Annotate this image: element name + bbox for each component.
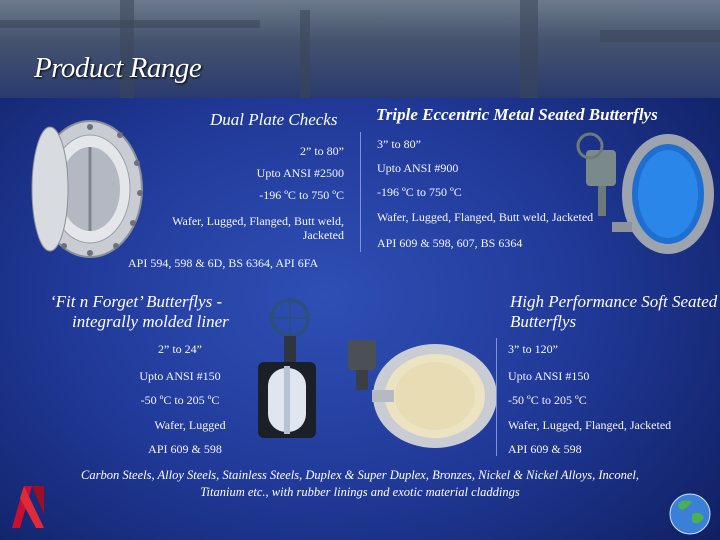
fit-standards: API 609 & 598 [148,442,222,456]
hp-temp: -50 ºC to 205 ºC [508,393,587,407]
triple-eccentric-heading: Triple Eccentric Metal Seated Butterflys [376,105,658,124]
triple-size: 3” to 80” [377,137,421,151]
page-title: Product Range [34,52,202,84]
hp-ends: Wafer, Lugged, Flanged, Jacketed [508,418,672,432]
column-divider [360,132,361,252]
banner-pipe [0,20,260,28]
dual-plate-check-valve-image [20,118,145,260]
banner-pipe [520,0,538,98]
materials-footer [40,467,680,501]
fit-size: 2” to 24” [158,342,202,356]
soft-seated-butterfly-valve-image [330,332,500,452]
triple-rating: Upto ANSI #900 [377,161,459,175]
high-performance-heading: High Performance Soft Seated [510,292,718,311]
triple-ends: Wafer, Lugged, Flanged, Butt weld, Jacketed [377,210,594,224]
triple-temp: -196 ºC to 750 ºC [377,185,462,199]
globe-icon [668,492,712,536]
column-divider [496,338,497,456]
dual-plate-ends-2: Jacketed [302,228,344,242]
dual-plate-temp: -196 ºC to 750 ºC [259,188,344,202]
banner-pipe [300,10,310,98]
dual-plate-size: 2” to 80” [300,144,344,158]
high-performance-heading-2: Butterflys [510,312,577,331]
dual-plate-rating: Upto ANSI #2500 [256,166,344,180]
triple-standards: API 609 & 598, 607, BS 6364 [377,236,523,250]
dual-plate-ends: Wafer, Lugged, Flanged, Butt weld, [172,214,344,228]
hp-size: 3” to 120” [508,342,558,356]
materials-line-2: Titanium etc., with rubber linings and exotic material claddings [200,485,520,499]
dual-plate-standards: API 594, 598 & 6D, BS 6364, API 6FA [128,256,319,270]
fit-n-forget-heading: ‘Fit n Forget’ Butterflys - [50,292,223,311]
hp-standards: API 609 & 598 [508,442,582,456]
banner-pipe [600,30,720,42]
dual-plate-heading: Dual Plate Checks [210,110,338,129]
fit-temp: -50 ºC to 205 ºC [140,393,220,407]
triple-eccentric-butterfly-valve-image [568,128,716,258]
lined-butterfly-valve-image [250,296,320,446]
fit-n-forget-heading-2: integrally molded liner [72,312,229,331]
fit-ends: Wafer, Lugged [154,418,226,432]
materials-line-1: Carbon Steels, Alloy Steels, Stainless Steels, Duplex & Super Duplex, Bronzes, Nickel & Nickel Alloys, Inconel, [81,468,639,482]
hp-rating: Upto ANSI #150 [508,369,590,383]
fit-rating: Upto ANSI #150 [139,369,221,383]
company-logo [10,484,46,530]
